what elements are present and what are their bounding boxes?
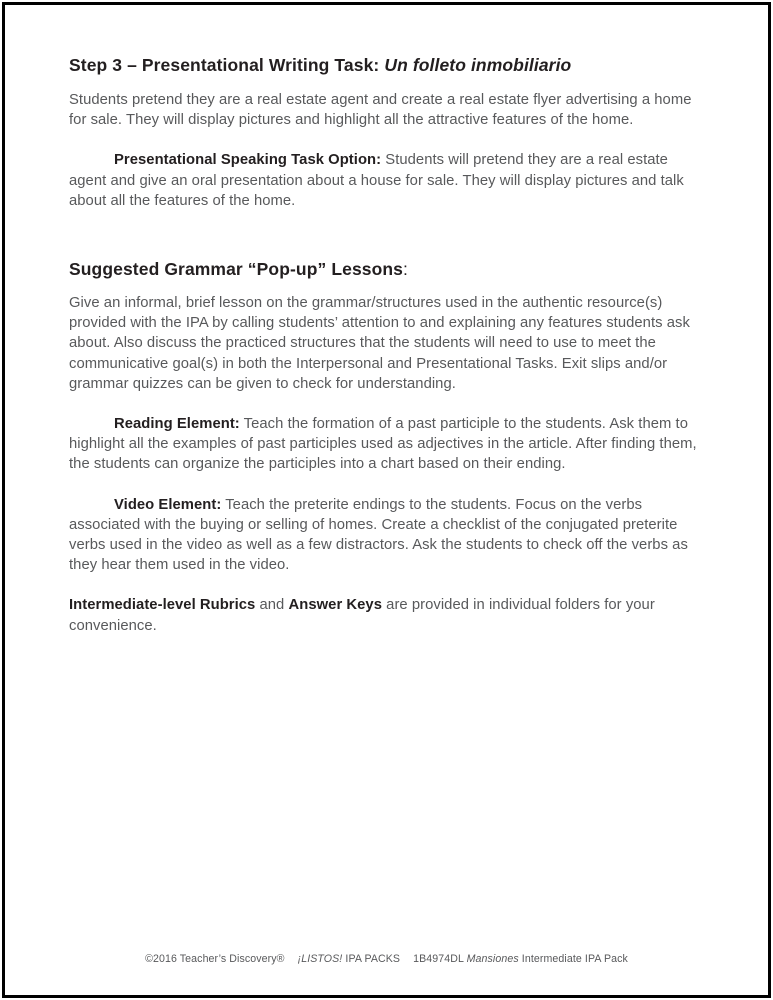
rubrics-paragraph [69, 595, 704, 635]
footer-product-title: Mansiones [466, 953, 519, 965]
rubrics-text: are provided in individual folders for your convenience. [69, 597, 655, 634]
rubrics-label: Intermediate-level Rubrics [69, 597, 256, 614]
grammar-lessons-heading [69, 258, 704, 280]
video-element-text: Teach the preterite endings to the students. Focus on the verbs associated with the buying or selling of homes. Create a checklist of the conjugated preterite verbs used in the video as well as a few distractors. Ask the students to check off the verbs as they hear them used in the video. [69, 496, 688, 574]
speaking-task-option-label: Presentational Speaking Task Option: [114, 152, 382, 169]
reading-element-text: Teach the formation of a past participle to the students. Ask them to highlight all the examples of past participles used as adjectives in the article. After finding them, the students can organize the participles into a chart based on their ending. [69, 416, 697, 473]
step3-heading [69, 54, 704, 76]
video-element-label: Video Element: [114, 496, 222, 513]
video-element-paragraph [69, 495, 704, 576]
speaking-task-option-text: Students will pretend they are a real estate agent and give an oral presentation about a house for sale. They will display pictures and talk about all the features of the home. [69, 152, 684, 209]
footer-product-suffix: Intermediate IPA Pack [518, 953, 628, 965]
reading-element-label: Reading Element: [114, 416, 240, 433]
footer-brand-name: ¡LISTOS! [297, 953, 343, 965]
grammar-lessons-heading-text: Suggested Grammar “Pop-up” Lessons [69, 259, 404, 280]
grammar-lessons-heading-colon: : [403, 259, 408, 280]
footer-brand [298, 953, 400, 965]
grammar-intro-paragraph: Give an informal, brief lesson on the grammar/structures used in the authentic resource(s) provided with the IPA by calling students’ attention to and explaining any features students ask about. Also discuss the practiced structures that the students will need to use to meet the communicative goal(s) in both the Interpersonal and Presentational Tasks. Exit slips and/or grammar quizzes can be given to check for understanding. [69, 295, 690, 392]
step3-heading-spanish-title: Un folleto inmobiliario [384, 55, 572, 75]
step3-heading-text: Step 3 – Presentational Writing Task: [69, 55, 385, 75]
page-footer [5, 953, 768, 965]
footer-copyright: ©2016 Teacher’s Discovery® [145, 953, 285, 965]
reading-element-paragraph [69, 414, 704, 475]
footer-brand-suffix: IPA PACKS [342, 953, 401, 965]
rubrics-connector: and [255, 597, 289, 614]
step3-intro-paragraph: Students pretend they are a real estate agent and create a real estate flyer advertising a home for sale. They will display pictures and highlight all the attractive features of the home. [69, 92, 692, 129]
footer-product [413, 953, 628, 965]
document-page [2, 2, 771, 998]
answer-keys-label: Answer Keys [288, 597, 382, 614]
footer-product-code: 1B4974DL [413, 953, 467, 965]
speaking-task-option-paragraph [69, 150, 704, 211]
page-content [5, 5, 768, 636]
